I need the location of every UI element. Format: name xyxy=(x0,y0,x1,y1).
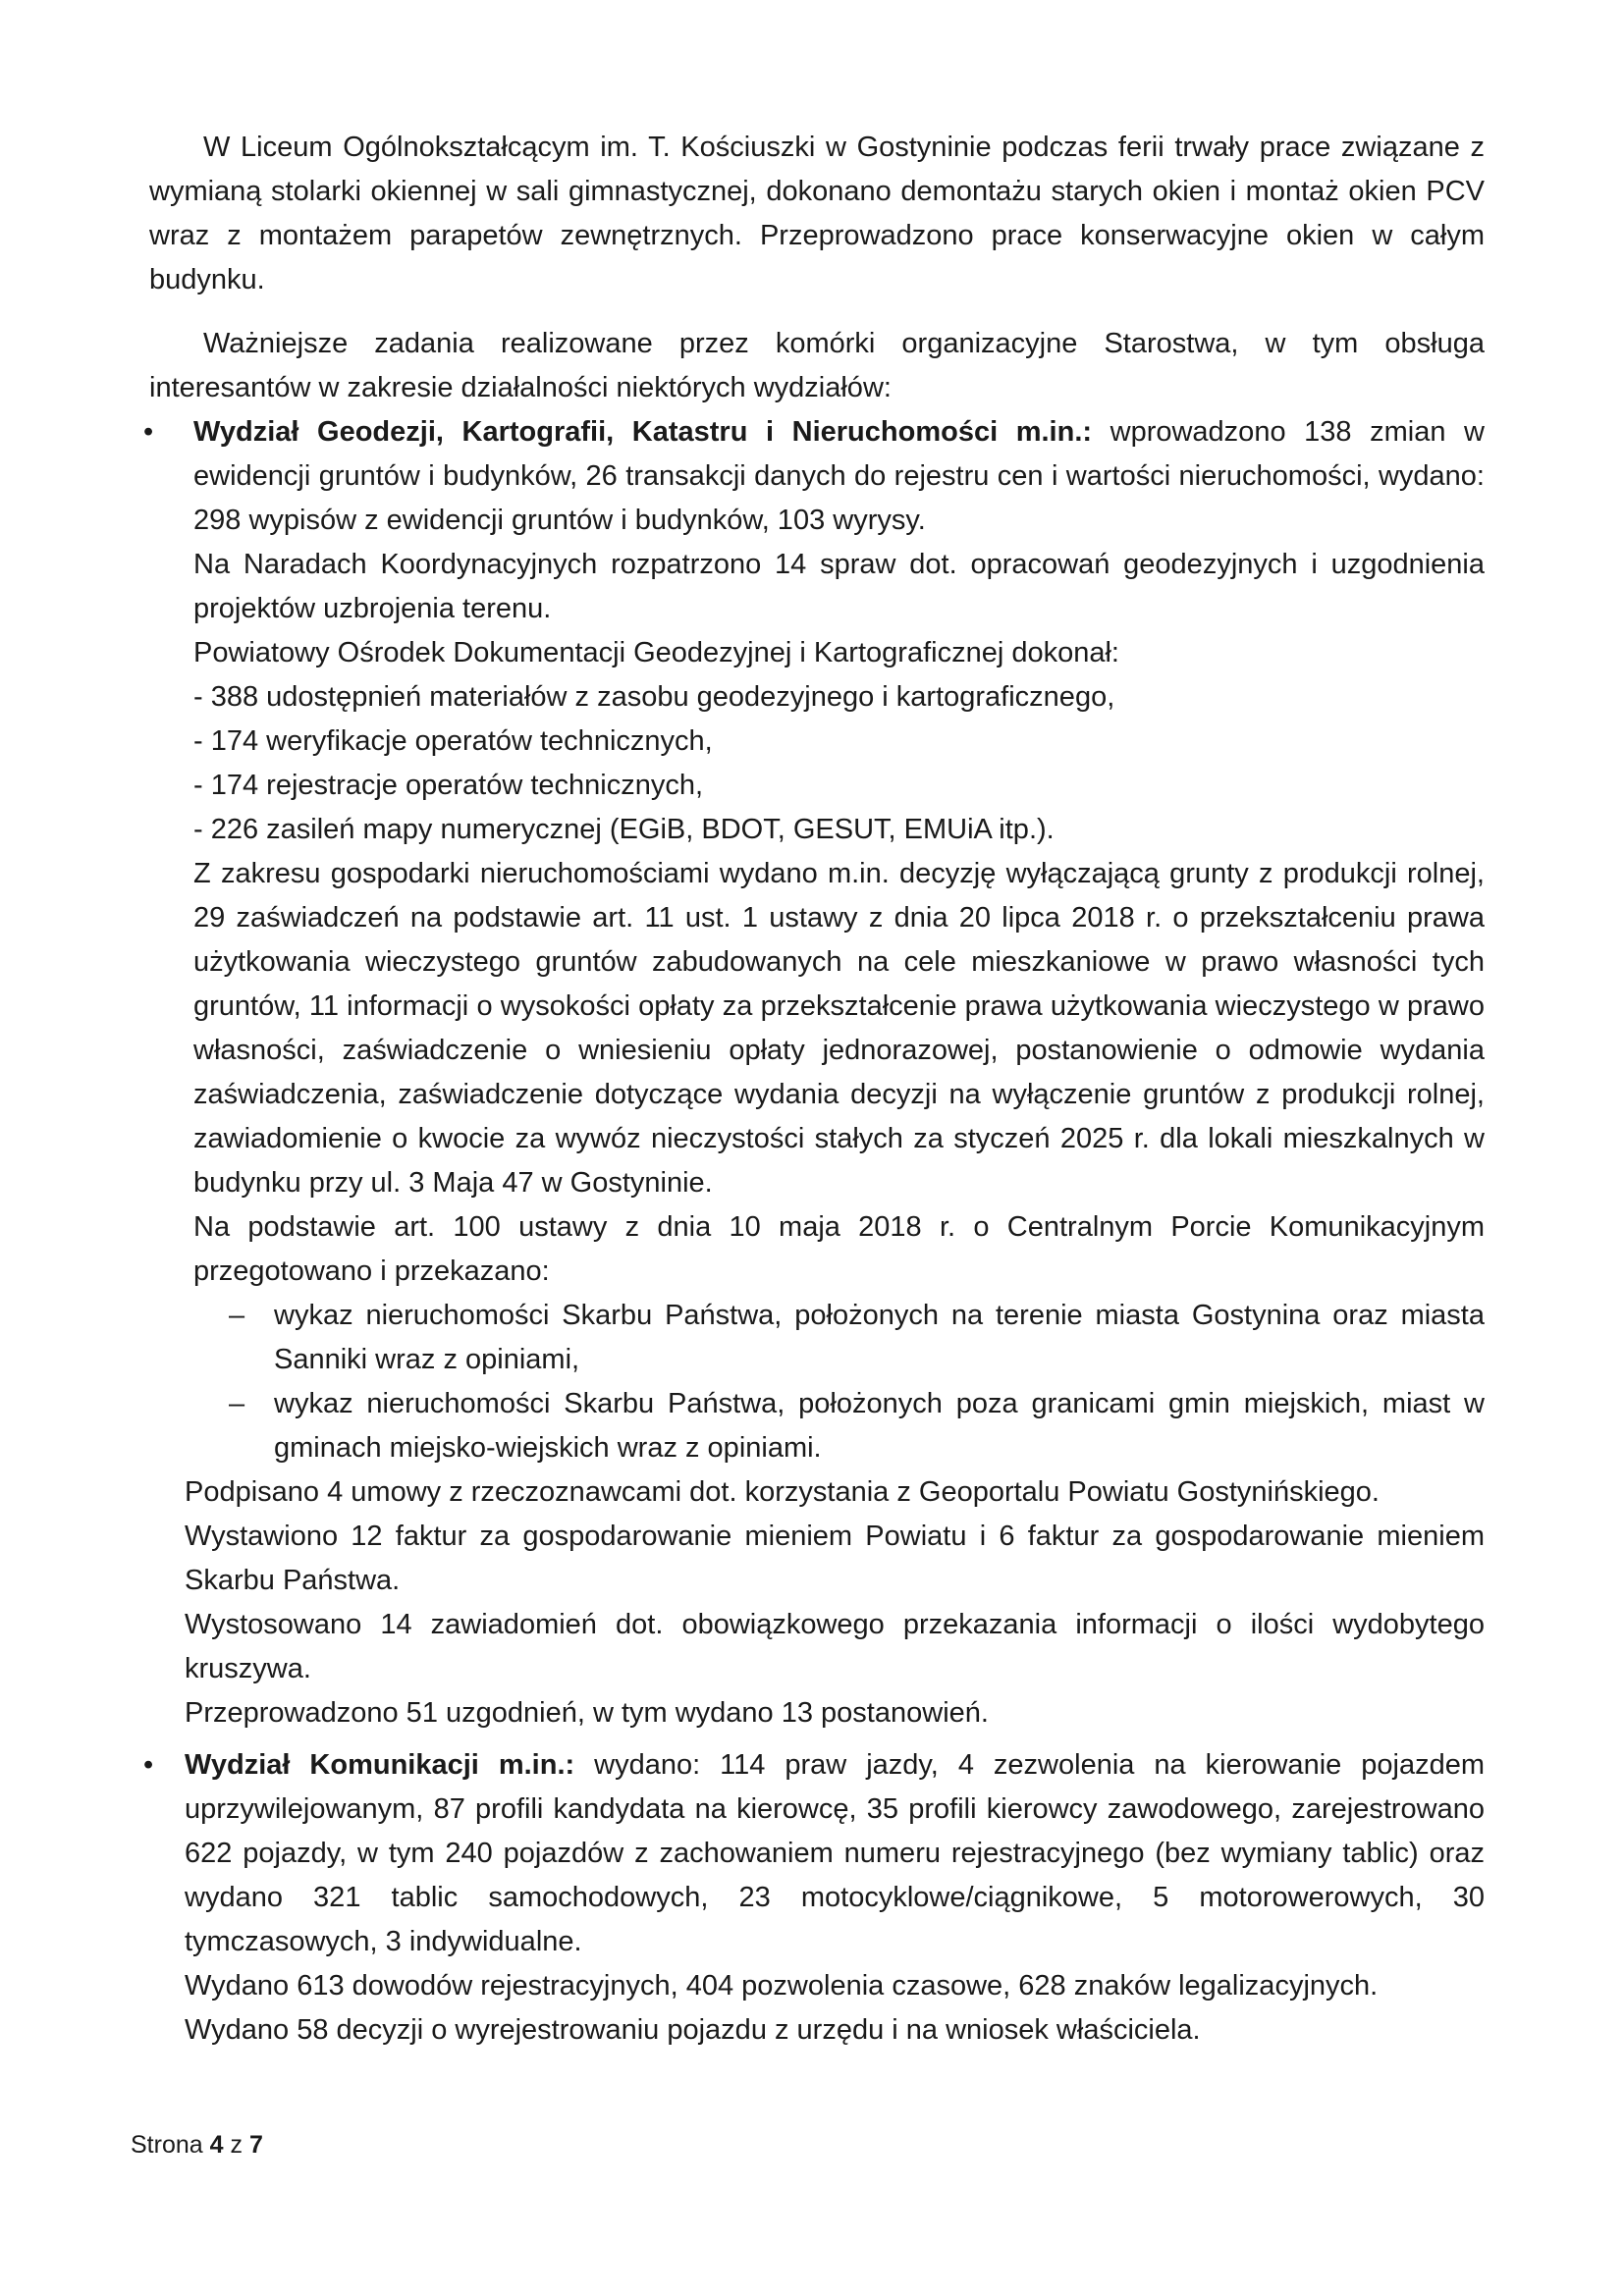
footer-current-page: 4 xyxy=(209,2131,224,2159)
faktury-paragraph: Wystawiono 12 faktur za gospodarowanie mieniem Powiatu i 6 faktur za gospodarowanie mieniem Skarbu Państwa. xyxy=(185,1521,1485,1596)
bullet-komunikacja xyxy=(143,1743,1485,2053)
decyzje-paragraph: Wydano 58 decyzji o wyrejestrowaniu pojazdu z urzędu i na wniosek właściciela. xyxy=(185,2014,1201,2046)
komunikacja-summary xyxy=(185,1743,1485,1964)
podgik-item: - 174 weryfikacje operatów technicznych, xyxy=(193,725,713,757)
footer-separator: z xyxy=(230,2131,243,2159)
komunikacja-heading: Wydział Komunikacji m.in.: xyxy=(185,1749,575,1781)
dash-marker: – xyxy=(229,1388,245,1419)
geodezja-narady: Na Naradach Koordynacyjnych rozpatrzono 14 spraw dot. opracowań geodezyjnych i uzgodnienia projektów uzbrojenia terenu. xyxy=(193,549,1485,624)
uzgodnienia-paragraph: Przeprowadzono 51 uzgodnień, w tym wydano 13 postanowień. xyxy=(185,1697,989,1729)
geodezja-text: wprowadzono 138 zmian w ewidencji gruntów i budynków, 26 transakcji danych do rejestru cen i wartości nieruchomości, wydano: 298 wypisów z ewidencji gruntów i budynków, 103 wyrysy. xyxy=(193,416,1485,536)
paragraph-liceum: W Liceum Ogólnokształcącym im. T. Kościuszki w Gostyninie podczas ferii trwały prace związane z wymianą stolarki okiennej w sali gimnastycznej, dokonano demontażu starych okien i montaż okien PCV wraz z montażem parapetów zewnętrznych. Przeprowadzono prace konserwacyjne okien w całym budynku. xyxy=(149,132,1485,295)
cpk-list-item xyxy=(193,1382,1485,1470)
komunikacja-text: wydano: 114 praw jazdy, 4 zezwolenia na kierowanie pojazdem uprzywilejowanym, 87 profili kandydata na kierowcę, 35 profili kierowcy zawodowego, zarejestrowano 622 pojazdy, w tym 240 pojazdów z zachowaniem numeru rejestracyjnego (bez wymiany tablic) oraz wydano 321 tablic samochodowych, 23 motocyklowe/ciągnikowe, 5 motorowerowych, 30 tymczasowych, 3 indywidualne. xyxy=(185,1749,1485,1957)
footer-total-pages: 7 xyxy=(248,2131,263,2159)
bullet-dot: • xyxy=(143,1749,154,1781)
podgik-item: - 388 udostępnień materiałów z zasobu geodezyjnego i kartograficznego, xyxy=(193,681,1115,713)
umowy-paragraph: Podpisano 4 umowy z rzeczoznawcami dot. korzystania z Geoportalu Powiatu Gostynińskiego. xyxy=(185,1476,1380,1508)
podgik-item: - 226 zasileń mapy numerycznej (EGiB, BDOT, GESUT, EMUiA itp.). xyxy=(193,814,1055,845)
bullet-dot: • xyxy=(143,416,154,448)
footer-label: Strona xyxy=(131,2131,203,2159)
nieruchomosci-paragraph: Z zakresu gospodarki nieruchomościami wydano m.in. decyzję wyłączającą grunty z produkcji rolnej, 29 zaświadczeń na podstawie art. 11 ust. 1 ustawy z dnia 20 lipca 2018 r. o przekształceniu prawa użytkowania wieczystego gruntów zabudowanych na cele mieszkaniowe w prawo własności tych gruntów, 11 informacji o wysokości opłaty za przekształcenie prawa użytkowania wieczystego w prawo własności, zaświadczenie o wniesieniu opłaty jednorazowej, postanowienie o odmowie wydania zaświadczenia, zaświadczenie dotyczące wydania decyzji na wyłączenie gruntów z produkcji rolnej, zawiadomienie o kwocie za wywóz nieczystości stałych za styczeń 2025 r. dla lokali mieszkalnych w budynku przy ul. 3 Maja 47 w Gostyninie. xyxy=(193,858,1485,1199)
zawiadomienia-paragraph: Wystosowano 14 zawiadomień dot. obowiązkowego przekazania informacji o ilości wydobytego kruszywa. xyxy=(185,1609,1485,1684)
podgik-item: - 174 rejestracje operatów technicznych, xyxy=(193,770,704,801)
cpk-item-text: wykaz nieruchomości Skarbu Państwa, położonych na terenie miasta Gostynina oraz miasta Sanniki wraz z opiniami, xyxy=(274,1300,1485,1375)
bullet-geodezja xyxy=(143,410,1485,1294)
podgik-intro: Powiatowy Ośrodek Dokumentacji Geodezyjnej i Kartograficznej dokonał: xyxy=(193,637,1119,668)
geodezja-heading: Wydział Geodezji, Kartografii, Katastru i Nieruchomości m.in.: xyxy=(193,416,1093,448)
page-content xyxy=(143,126,1485,2053)
dash-marker: – xyxy=(229,1300,245,1331)
cpk-list-item xyxy=(193,1294,1485,1382)
geodezja-summary xyxy=(193,410,1485,543)
dowody-paragraph: Wydano 613 dowodów rejestracyjnych, 404 pozwolenia czasowe, 628 znaków legalizacyjnych. xyxy=(185,1970,1379,2002)
page-footer xyxy=(131,2129,263,2161)
cpk-intro: Na podstawie art. 100 ustawy z dnia 10 maja 2018 r. o Centralnym Porcie Komunikacyjnym przegotowano i przekazano: xyxy=(193,1211,1485,1287)
cpk-item-text: wykaz nieruchomości Skarbu Państwa, położonych poza granicami gmin miejskich, miast w gminach miejsko-wiejskich wraz z opiniami. xyxy=(274,1388,1485,1464)
intro-paragraph: Ważniejsze zadania realizowane przez komórki organizacyjne Starostwa, w tym obsługa interesantów w zakresie działalności niektórych wydziałów: xyxy=(149,328,1485,403)
geodezja-followup xyxy=(185,1470,1485,1735)
